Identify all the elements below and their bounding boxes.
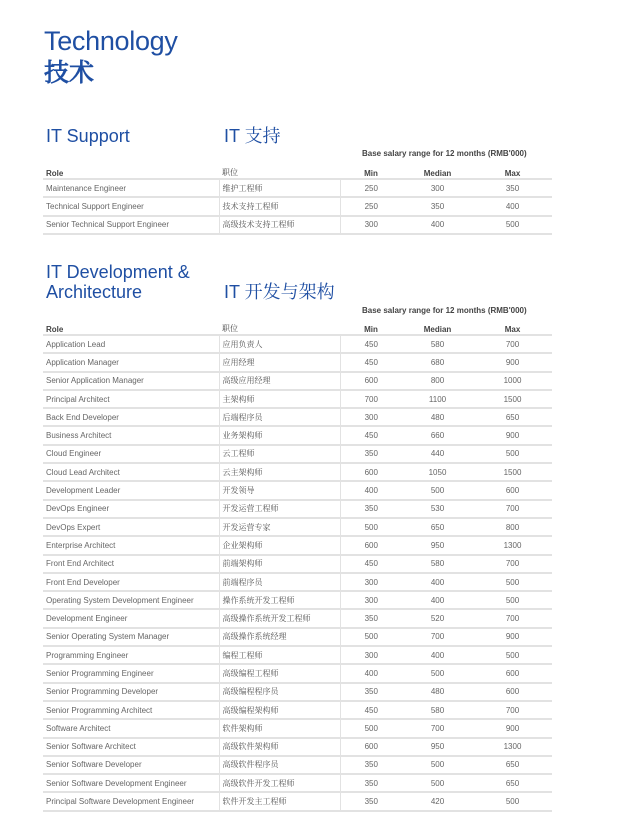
median-cell: 680 xyxy=(402,353,473,371)
it-support-table xyxy=(43,164,552,235)
max-cell: 400 xyxy=(473,197,552,215)
role-cell: Principal Software Development Engineer xyxy=(43,792,219,810)
table-row xyxy=(43,591,552,609)
role-cell: Senior Programming Architect xyxy=(43,701,219,719)
max-cell: 350 xyxy=(473,179,552,197)
median-cell: 800 xyxy=(402,372,473,390)
min-cell: 250 xyxy=(340,179,402,197)
table-row xyxy=(43,609,552,627)
median-cell: 440 xyxy=(402,445,473,463)
min-cell: 500 xyxy=(340,518,402,536)
min-cell: 350 xyxy=(340,445,402,463)
role-zh-cell: 高级编程工程师 xyxy=(219,664,340,682)
role-zh-cell: 高级编程程序员 xyxy=(219,683,340,701)
table-row xyxy=(43,216,552,234)
max-cell: 1500 xyxy=(473,390,552,408)
role-zh-cell: 高级操作系统开发工程师 xyxy=(219,609,340,627)
max-cell: 500 xyxy=(473,573,552,591)
role-zh-cell: 前端架构师 xyxy=(219,555,340,573)
header-role: Role xyxy=(43,320,219,335)
role-cell: Programming Engineer xyxy=(43,646,219,664)
role-zh-cell: 开发运营专家 xyxy=(219,518,340,536)
min-cell: 450 xyxy=(340,335,402,353)
median-cell: 530 xyxy=(402,500,473,518)
min-cell: 450 xyxy=(340,353,402,371)
max-cell: 500 xyxy=(473,216,552,234)
role-cell: Software Architect xyxy=(43,719,219,737)
max-cell: 700 xyxy=(473,555,552,573)
min-cell: 300 xyxy=(340,591,402,609)
role-cell: Application Lead xyxy=(43,335,219,353)
max-cell: 1300 xyxy=(473,738,552,756)
role-zh-cell: 高级软件程序员 xyxy=(219,756,340,774)
section-title-it-support-zh: IT 支持 xyxy=(224,126,281,146)
table-row xyxy=(43,426,552,444)
role-cell: DevOps Engineer xyxy=(43,500,219,518)
max-cell: 700 xyxy=(473,500,552,518)
header-min: Min xyxy=(340,164,402,179)
section-title-line1: IT Development & xyxy=(46,262,190,282)
table-row xyxy=(43,792,552,810)
header-role: Role xyxy=(43,164,219,179)
role-cell: Cloud Engineer xyxy=(43,445,219,463)
max-cell: 800 xyxy=(473,518,552,536)
header-role-zh: 职位 xyxy=(219,164,340,179)
table-row xyxy=(43,390,552,408)
role-cell: Senior Programming Developer xyxy=(43,683,219,701)
section-title-it-support: IT Support xyxy=(46,126,130,146)
table-row xyxy=(43,408,552,426)
min-cell: 300 xyxy=(340,573,402,591)
table-row xyxy=(43,463,552,481)
median-cell: 700 xyxy=(402,719,473,737)
header-min: Min xyxy=(340,320,402,335)
role-cell: Maintenance Engineer xyxy=(43,179,219,197)
max-cell: 900 xyxy=(473,628,552,646)
median-cell: 400 xyxy=(402,591,473,609)
page-title: Technology xyxy=(44,26,178,56)
role-zh-cell: 高级应用经理 xyxy=(219,372,340,390)
role-zh-cell: 高级操作系统经理 xyxy=(219,628,340,646)
max-cell: 500 xyxy=(473,591,552,609)
header-max: Max xyxy=(473,320,552,335)
median-cell: 420 xyxy=(402,792,473,810)
max-cell: 1500 xyxy=(473,463,552,481)
role-zh-cell: 云工程师 xyxy=(219,445,340,463)
section-title-it-dev xyxy=(46,262,190,302)
median-cell: 500 xyxy=(402,481,473,499)
median-cell: 500 xyxy=(402,756,473,774)
role-zh-cell: 开发领导 xyxy=(219,481,340,499)
median-cell: 400 xyxy=(402,646,473,664)
max-cell: 600 xyxy=(473,683,552,701)
median-cell: 480 xyxy=(402,408,473,426)
median-cell: 950 xyxy=(402,738,473,756)
table-row xyxy=(43,646,552,664)
table-row xyxy=(43,500,552,518)
min-cell: 450 xyxy=(340,555,402,573)
min-cell: 350 xyxy=(340,500,402,518)
min-cell: 400 xyxy=(340,664,402,682)
max-cell: 1000 xyxy=(473,372,552,390)
max-cell: 700 xyxy=(473,701,552,719)
header-median: Median xyxy=(402,164,473,179)
min-cell: 600 xyxy=(340,738,402,756)
role-zh-cell: 开发运营工程师 xyxy=(219,500,340,518)
role-cell: Front End Architect xyxy=(43,555,219,573)
role-zh-cell: 主架构师 xyxy=(219,390,340,408)
table-row xyxy=(43,573,552,591)
role-cell: Principal Architect xyxy=(43,390,219,408)
min-cell: 400 xyxy=(340,481,402,499)
role-zh-cell: 应用负责人 xyxy=(219,335,340,353)
role-zh-cell: 编程工程师 xyxy=(219,646,340,664)
table-row xyxy=(43,701,552,719)
min-cell: 500 xyxy=(340,628,402,646)
median-cell: 660 xyxy=(402,426,473,444)
table-row xyxy=(43,738,552,756)
table-row xyxy=(43,536,552,554)
median-cell: 580 xyxy=(402,701,473,719)
min-cell: 350 xyxy=(340,774,402,792)
role-zh-cell: 高级软件开发工程师 xyxy=(219,774,340,792)
median-cell: 1050 xyxy=(402,463,473,481)
role-zh-cell: 软件开发主工程师 xyxy=(219,792,340,810)
role-zh-cell: 后端程序员 xyxy=(219,408,340,426)
min-cell: 300 xyxy=(340,408,402,426)
max-cell: 600 xyxy=(473,664,552,682)
role-zh-cell: 应用经理 xyxy=(219,353,340,371)
role-cell: Enterprise Architect xyxy=(43,536,219,554)
role-zh-cell: 操作系统开发工程师 xyxy=(219,591,340,609)
max-cell: 700 xyxy=(473,335,552,353)
min-cell: 350 xyxy=(340,683,402,701)
role-cell: Development Engineer xyxy=(43,609,219,627)
max-cell: 900 xyxy=(473,719,552,737)
role-zh-cell: 高级编程架构师 xyxy=(219,701,340,719)
table-row xyxy=(43,628,552,646)
min-cell: 350 xyxy=(340,756,402,774)
role-zh-cell: 维护工程师 xyxy=(219,179,340,197)
median-cell: 400 xyxy=(402,216,473,234)
role-zh-cell: 企业架构师 xyxy=(219,536,340,554)
median-cell: 1100 xyxy=(402,390,473,408)
role-cell: Senior Operating System Manager xyxy=(43,628,219,646)
table-row xyxy=(43,683,552,701)
max-cell: 700 xyxy=(473,609,552,627)
min-cell: 600 xyxy=(340,536,402,554)
max-cell: 900 xyxy=(473,426,552,444)
min-cell: 700 xyxy=(340,390,402,408)
table-row xyxy=(43,481,552,499)
min-cell: 600 xyxy=(340,372,402,390)
max-cell: 500 xyxy=(473,646,552,664)
min-cell: 500 xyxy=(340,719,402,737)
median-cell: 500 xyxy=(402,664,473,682)
median-cell: 500 xyxy=(402,774,473,792)
role-cell: Development Leader xyxy=(43,481,219,499)
table-row xyxy=(43,518,552,536)
role-cell: Front End Developer xyxy=(43,573,219,591)
min-cell: 300 xyxy=(340,216,402,234)
role-cell: Senior Technical Support Engineer xyxy=(43,216,219,234)
role-zh-cell: 云主架构师 xyxy=(219,463,340,481)
role-cell: Back End Developer xyxy=(43,408,219,426)
role-cell: Senior Application Manager xyxy=(43,372,219,390)
min-cell: 450 xyxy=(340,701,402,719)
role-zh-cell: 高级技术支持工程师 xyxy=(219,216,340,234)
median-cell: 700 xyxy=(402,628,473,646)
role-cell: Business Architect xyxy=(43,426,219,444)
role-cell: Cloud Lead Architect xyxy=(43,463,219,481)
header-max: Max xyxy=(473,164,552,179)
max-cell: 600 xyxy=(473,481,552,499)
page-title-zh: 技术 xyxy=(44,58,95,87)
max-cell: 650 xyxy=(473,756,552,774)
median-cell: 950 xyxy=(402,536,473,554)
max-cell: 650 xyxy=(473,774,552,792)
table-header-row xyxy=(43,164,552,179)
header-median: Median xyxy=(402,320,473,335)
section-title-it-dev-zh: IT 开发与架构 xyxy=(224,282,335,302)
median-cell: 480 xyxy=(402,683,473,701)
role-cell: Operating System Development Engineer xyxy=(43,591,219,609)
table-row xyxy=(43,197,552,215)
it-development-table xyxy=(43,320,552,812)
median-cell: 400 xyxy=(402,573,473,591)
role-zh-cell: 前端程序员 xyxy=(219,573,340,591)
section-title-line2: Architecture xyxy=(46,282,143,302)
min-cell: 600 xyxy=(340,463,402,481)
role-cell: Technical Support Engineer xyxy=(43,197,219,215)
min-cell: 350 xyxy=(340,609,402,627)
median-cell: 650 xyxy=(402,518,473,536)
table-row xyxy=(43,719,552,737)
max-cell: 900 xyxy=(473,353,552,371)
max-cell: 500 xyxy=(473,445,552,463)
table-row xyxy=(43,756,552,774)
min-cell: 350 xyxy=(340,792,402,810)
role-zh-cell: 软件架构师 xyxy=(219,719,340,737)
table-row xyxy=(43,353,552,371)
table-row xyxy=(43,179,552,197)
median-cell: 350 xyxy=(402,197,473,215)
role-cell: Senior Software Architect xyxy=(43,738,219,756)
median-cell: 520 xyxy=(402,609,473,627)
max-cell: 500 xyxy=(473,792,552,810)
header-role-zh: 职位 xyxy=(219,320,340,335)
table-row xyxy=(43,445,552,463)
salary-caption: Base salary range for 12 months (RMB'000) xyxy=(362,149,527,158)
max-cell: 1300 xyxy=(473,536,552,554)
role-cell: Senior Software Development Engineer xyxy=(43,774,219,792)
table-row xyxy=(43,372,552,390)
min-cell: 450 xyxy=(340,426,402,444)
role-cell: Application Manager xyxy=(43,353,219,371)
median-cell: 300 xyxy=(402,179,473,197)
role-cell: DevOps Expert xyxy=(43,518,219,536)
role-cell: Senior Programming Engineer xyxy=(43,664,219,682)
max-cell: 650 xyxy=(473,408,552,426)
median-cell: 580 xyxy=(402,335,473,353)
role-zh-cell: 业务架构师 xyxy=(219,426,340,444)
median-cell: 580 xyxy=(402,555,473,573)
role-cell: Senior Software Developer xyxy=(43,756,219,774)
salary-caption: Base salary range for 12 months (RMB'000) xyxy=(362,306,527,315)
min-cell: 250 xyxy=(340,197,402,215)
table-row xyxy=(43,555,552,573)
role-zh-cell: 技术支持工程师 xyxy=(219,197,340,215)
table-row xyxy=(43,335,552,353)
table-header-row xyxy=(43,320,552,335)
min-cell: 300 xyxy=(340,646,402,664)
role-zh-cell: 高级软件架构师 xyxy=(219,738,340,756)
table-row xyxy=(43,664,552,682)
table-row xyxy=(43,774,552,792)
